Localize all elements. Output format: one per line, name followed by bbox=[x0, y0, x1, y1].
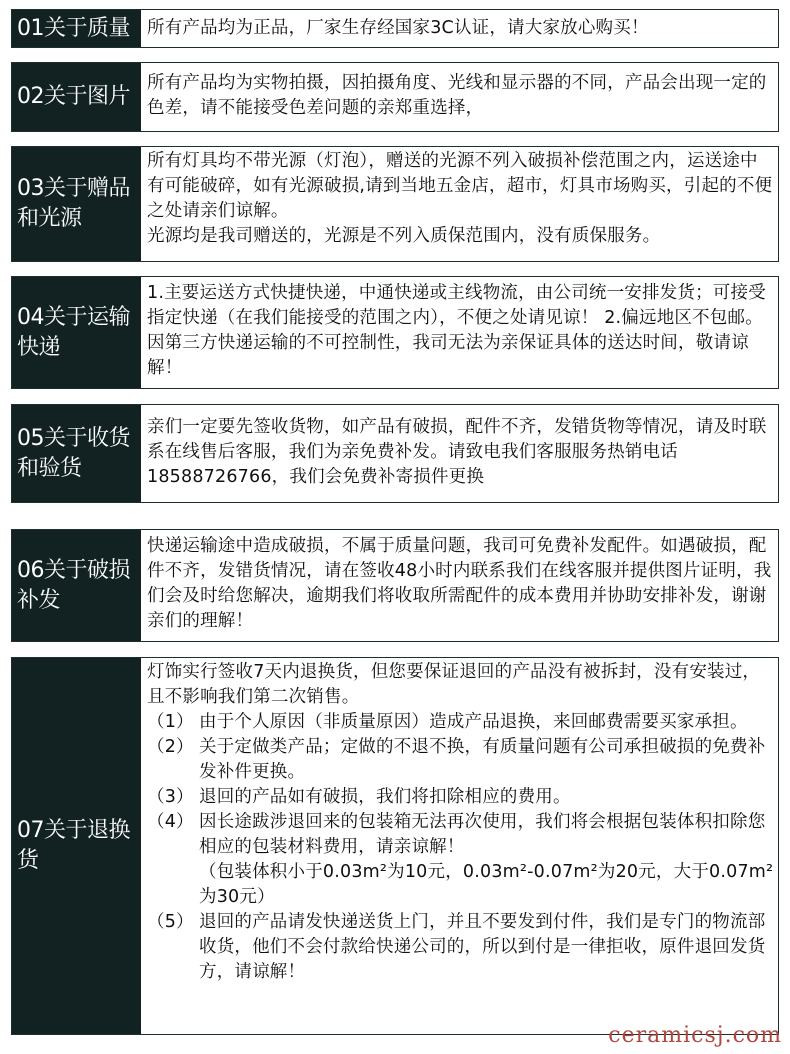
section-label: 03关于赠品和光源 bbox=[12, 147, 141, 261]
section-images bbox=[11, 62, 779, 132]
section-label: 02关于图片 bbox=[12, 63, 141, 131]
section-content bbox=[141, 530, 778, 641]
item-text: 因长途跋涉退回来的包装箱无法再次使用，我们将会根据包装体积扣除您相应的包装材料费用，请亲谅解！ bbox=[199, 812, 766, 857]
item-number: （3） bbox=[147, 787, 194, 807]
list-item bbox=[147, 710, 774, 735]
section-text: 快递运输途中造成破损，不属于质量问题，我司可免费补发配件。如遇破损，配件不齐，发错货情况，请在签收48小时内联系我们在线客服并提供图片证明，我们会及时给您解决，逾期我们将收取所需配件的成本费用并协助安排补发，谢谢亲们的理解！ bbox=[147, 536, 772, 631]
watermark: ceramicsj.com bbox=[608, 1023, 782, 1048]
list-item bbox=[147, 735, 774, 785]
item-text: 关于定做类产品；定做的不退不换，有质量问题有公司承担破损的免费补发补件更换。 bbox=[199, 737, 766, 782]
list-item bbox=[147, 910, 774, 985]
section-content bbox=[141, 277, 778, 388]
item-number: （1） bbox=[147, 712, 194, 732]
item-number bbox=[147, 860, 199, 910]
item-number: （2） bbox=[147, 737, 194, 757]
section-text: 所有灯具均不带光源（灯泡），赠送的光源不列入破损补偿范围之内，运送途中有可能破碎，如有光源破损,请到当地五金店，超市，灯具市场购买，引起的不便之处请亲们谅解。 bbox=[147, 151, 773, 221]
section-text: 光源均是我司赠送的，光源是不列入质保范围内，没有质保服务。 bbox=[147, 226, 661, 246]
section-text: 所有产品均为实物拍摄，因拍摄角度、光线和显示器的不同，产品会出现一定的色差，请不能接受色差问题的亲郑重选择， bbox=[147, 73, 767, 118]
section-text: 所有产品均为正品，厂家生存经国家3C认证，请大家放心购买！ bbox=[147, 18, 649, 38]
item-text: 退回的产品如有破损，我们将扣除相应的费用。 bbox=[199, 787, 571, 807]
section-returns bbox=[11, 657, 779, 1035]
item-text: 由于个人原因（非质量原因）造成产品退换，来回邮费需要买家承担。 bbox=[199, 712, 748, 732]
section-content bbox=[141, 405, 778, 502]
item-number: （4） bbox=[147, 812, 194, 832]
section-content bbox=[141, 10, 778, 47]
section-label: 05关于收货和验货 bbox=[12, 405, 141, 502]
section-gifts-and-light-sources bbox=[11, 146, 779, 262]
section-label: 07关于退换货 bbox=[12, 658, 141, 1034]
section-label: 01关于质量 bbox=[12, 10, 141, 47]
section-shipping bbox=[11, 276, 779, 389]
section-receiving-inspection bbox=[11, 404, 779, 503]
list-item bbox=[147, 785, 774, 810]
item-text: 退回的产品请发快递送货上门，并且不要发到付件，我们是专门的物流部收货，他们不会付款给快递公司的，所以到付是一律拒收，原件退回发货方，请谅解！ bbox=[199, 912, 766, 982]
section-text: 亲们一定要先签收货物，如产品有破损，配件不齐，发错货物等情况，请及时联系在线售后客服，我们为亲免费补发。请致电我们客服服务热销电话18588726766，我们会免费补寄损件更换 bbox=[147, 417, 767, 487]
item-number: （5） bbox=[147, 912, 194, 932]
section-intro: 灯饰实行签收7天内退换货，但您要保证退回的产品没有被拆封，没有安装过，且不影响我们第二次销售。 bbox=[147, 662, 761, 707]
section-content bbox=[141, 147, 778, 261]
section-content bbox=[141, 658, 778, 1034]
section-damage-reissue bbox=[11, 529, 779, 642]
section-label: 04关于运输快递 bbox=[12, 277, 141, 388]
item-text: （包装体积小于0.03m²为10元，0.03m²-0.07m²为20元，大于0.07m²为30元） bbox=[199, 862, 774, 907]
section-content bbox=[141, 63, 778, 131]
return-rules-list bbox=[147, 710, 774, 985]
section-text: 1.主要运送方式快捷快递，中通快递或主线物流，由公司统一安排发货；可接受指定快递（在我们能接受的范围之内），不便之处请见谅！ 2.偏远地区不包邮。因第三方快递运输的不可控制性，我司无法为亲保证具体的送达时间，敬请谅解！ bbox=[147, 283, 766, 378]
section-quality bbox=[11, 9, 779, 48]
section-label: 06关于破损补发 bbox=[12, 530, 141, 641]
list-item bbox=[147, 810, 774, 860]
list-item bbox=[147, 860, 774, 910]
